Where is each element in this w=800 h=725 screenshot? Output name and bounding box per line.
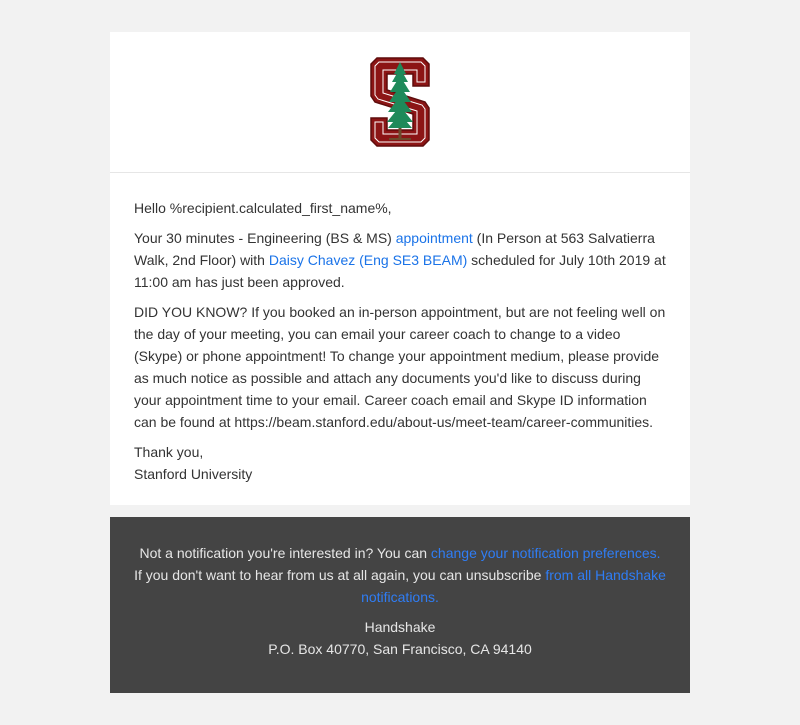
approval-prefix: Your 30 minutes - Engineering (BS & MS) (134, 230, 396, 246)
company-name: Handshake (364, 619, 436, 635)
unsubscribe-link[interactable]: from all Handshake notifications. (361, 567, 666, 605)
postal-address: P.O. Box 40770, San Francisco, CA 94140 (268, 641, 532, 657)
email-body (110, 173, 690, 505)
footer-line2-prefix: If you don't want to hear from us at all again, you can unsubscribe (134, 567, 546, 583)
email-card (110, 32, 690, 505)
logo-header (110, 32, 690, 173)
approval-middle: (In Person at 563 Salvatierra Walk, 2nd Floor) with (134, 230, 655, 268)
approval-message (134, 227, 666, 293)
coach-link[interactable]: Daisy Chavez (Eng SE3 BEAM) (268, 252, 468, 268)
signature: Stanford University (134, 466, 253, 482)
approval-suffix: scheduled for July 10th 2019 at 11:00 am has just been approved. (134, 252, 666, 290)
sign-off (134, 441, 666, 485)
did-you-know-paragraph: DID YOU KNOW? If you booked an in-person appointment, but are not feeling well on the day of your meeting, you can email your career coach to change to a video (Skype) or phone appointment! To change your appointment medium, please provide as much notice as possible and attach any documents you'd like to discuss during your appointment time to your email. Career coach email and Skype ID information can be found at https://beam.stanford.edu/about-us/meet-team/career-communities. (134, 304, 666, 430)
greeting: Hello %recipient.calculated_first_name%, (134, 200, 392, 216)
footer-line1-prefix: Not a notification you're interested in? You can (139, 545, 431, 561)
appointment-link[interactable]: appointment (395, 230, 473, 246)
email-footer (110, 517, 690, 693)
thanks-text: Thank you, (134, 444, 204, 460)
footer-notification-text (130, 542, 670, 608)
notification-preferences-link[interactable]: change your notification preferences. (430, 545, 661, 561)
stanford-logo-icon (369, 56, 431, 148)
company-address (130, 616, 670, 660)
